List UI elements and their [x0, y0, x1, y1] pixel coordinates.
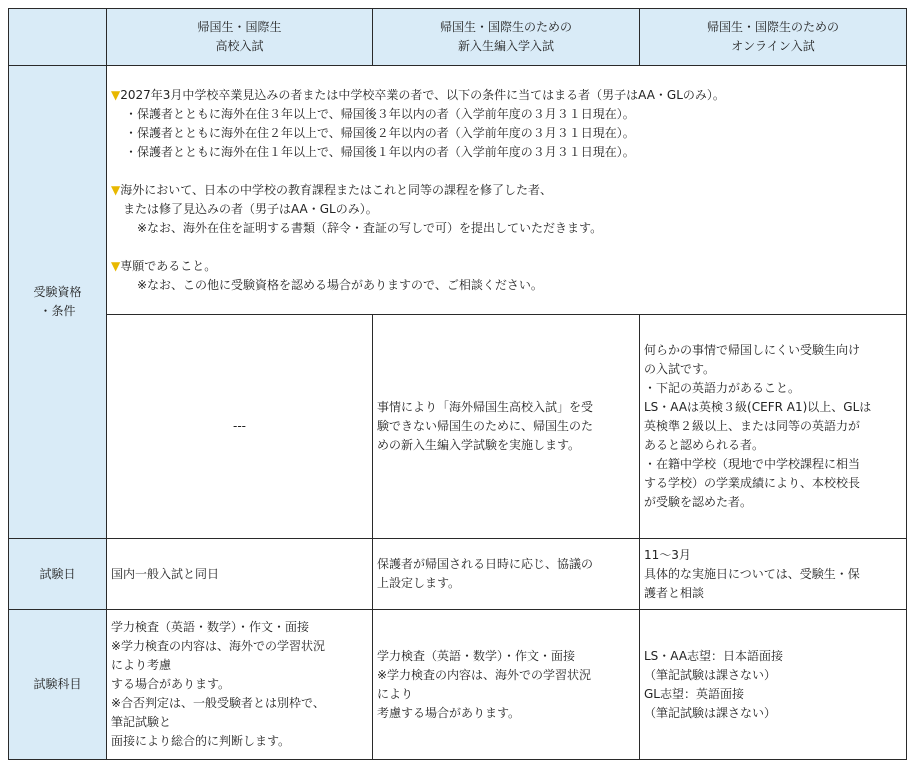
header-line: 高校入試	[215, 39, 264, 53]
cell-line: が受験を認めた者。	[644, 495, 753, 509]
eligibility-para-2-line2: または修了見込みの者（男子はAA・GLのみ）。	[123, 202, 378, 216]
cell-line: ※学力検査の内容は、海外での学習状況	[111, 639, 326, 653]
row-label-line: ・条件	[39, 304, 76, 318]
eligibility-para-1	[111, 86, 902, 105]
cell-line: する学校）の学業成績により、本校校長	[644, 476, 861, 490]
header-line: 新入生編入学入試	[457, 39, 554, 53]
cell-line: あると認められる者。	[644, 438, 765, 452]
exam-date-row	[9, 539, 907, 610]
cell-line: 上設定します。	[377, 576, 461, 590]
cell-line: ・下記の英語力があること。	[644, 381, 801, 395]
subjects-col2	[373, 610, 640, 760]
eligibility-col1	[107, 315, 373, 539]
header-line: 帰国生・国際生のための	[439, 20, 572, 34]
cell-line: ・在籍中学校（現地で中学校課程に相当	[644, 457, 861, 471]
date-col2	[373, 539, 640, 610]
cell-line: ※合否判定は、一般受験者とは別枠で、	[111, 696, 325, 710]
header-line: 帰国生・国際生のための	[706, 20, 839, 34]
eligibility-col2	[373, 315, 640, 539]
row-label-line: 受験資格	[33, 285, 82, 299]
eligibility-para-3-text: 専願であること。	[120, 259, 217, 273]
cell-line: 何らかの事情で帰国しにくい受験生向け	[644, 343, 861, 357]
cell-line: 学力検査（英語・数学）・作文・面接	[377, 648, 576, 663]
eligibility-para-2-note: ※なお、海外在住を証明する書類（辞令・査証の写しで可）を提出していただきます。	[137, 221, 603, 235]
row-label-exam-subjects: 試験科目	[9, 610, 107, 760]
header-line: オンライン入試	[731, 39, 815, 53]
cell-line: 具体的な実施日については、受験生・保	[644, 566, 860, 581]
cell-line: （筆記試験は課さない）	[644, 667, 777, 682]
cell-line: 験できない帰国生のために、帰国生のた	[377, 419, 594, 433]
subjects-col1	[107, 610, 373, 760]
empty-dash: ---	[233, 419, 246, 433]
triangle-bullet-icon: ▼	[111, 259, 121, 273]
cell-line: の入試です。	[644, 362, 716, 376]
eligibility-col3	[640, 315, 907, 539]
cell-line: 英検準２級以上、または同等の英語力が	[644, 419, 861, 433]
admissions-table	[8, 8, 907, 760]
eligibility-para-3-note: ※なお、この他に受験資格を認める場合がありますので、ご相談ください。	[137, 278, 543, 292]
eligibility-para-3	[111, 257, 902, 276]
eligibility-item: ・保護者とともに海外在住３年以上で、帰国後３年以内の者（入学前年度の３月３１日現在）。	[125, 107, 635, 121]
cell-line: 考慮する場合があります。	[377, 705, 521, 720]
cell-line: 筆記試験と	[111, 715, 172, 729]
cell-line: 事情により「海外帰国生高校入試」を受	[377, 400, 594, 414]
eligibility-para-1-text: 2027年3月中学校卒業見込みの者または中学校卒業の者で、以下の条件に当てはまる者（男子はAA・GLのみ）。	[120, 88, 725, 102]
eligibility-common-cell	[107, 66, 907, 315]
cell-line: めの新入生編入学試験を実施します。	[377, 438, 581, 452]
triangle-bullet-icon: ▼	[111, 183, 121, 197]
cell-line: LS・AA志望：日本語面接	[644, 648, 784, 663]
date-col1	[107, 539, 373, 610]
cell-line: により考慮	[111, 658, 172, 672]
header-line: 帰国生・国際生	[197, 20, 282, 34]
header-overseas-high-school	[107, 9, 373, 66]
triangle-bullet-icon: ▼	[111, 88, 121, 102]
cell-line: GL志望：英語面接	[644, 686, 744, 701]
cell-line: 学力検査（英語・数学）・作文・面接	[111, 620, 310, 634]
cell-line: 面接により総合的に判断します。	[111, 734, 291, 748]
exam-subjects-row	[9, 610, 907, 760]
subjects-col3	[640, 610, 907, 760]
spacer	[111, 162, 902, 181]
cell-line: LS・AAは英検３級(CEFR A1)以上、GLは	[644, 400, 872, 414]
header-row	[9, 9, 907, 66]
cell-line: により	[377, 686, 414, 701]
cell-line: 保護者が帰国される日時に応じ、協議の	[377, 557, 594, 571]
corner-cell	[9, 9, 107, 66]
cell-line: （筆記試験は課さない）	[644, 705, 777, 720]
date-col3	[640, 539, 907, 610]
eligibility-detail-row	[9, 315, 907, 539]
row-label-eligibility	[9, 66, 107, 539]
cell-line: する場合があります。	[111, 677, 231, 691]
row-label-exam-date: 試験日	[9, 539, 107, 610]
cell-line: 11～3月	[644, 547, 691, 562]
eligibility-item: ・保護者とともに海外在住２年以上で、帰国後２年以内の者（入学前年度の３月３１日現在）。	[125, 126, 635, 140]
cell-line: 護者と相談	[644, 585, 705, 600]
cell-line: 国内一般入試と同日	[111, 566, 220, 581]
header-transfer-admission	[373, 9, 640, 66]
eligibility-item: ・保護者とともに海外在住１年以上で、帰国後１年以内の者（入学前年度の３月３１日現在）。	[125, 145, 635, 159]
header-online-admission	[640, 9, 907, 66]
eligibility-common-row	[9, 66, 907, 315]
eligibility-para-2-text: 海外において、日本の中学校の教育課程またはこれと同等の課程を修了した者、	[120, 183, 552, 197]
spacer	[111, 238, 902, 257]
cell-line: ※学力検査の内容は、海外での学習状況	[377, 667, 592, 682]
eligibility-para-2	[111, 181, 902, 200]
